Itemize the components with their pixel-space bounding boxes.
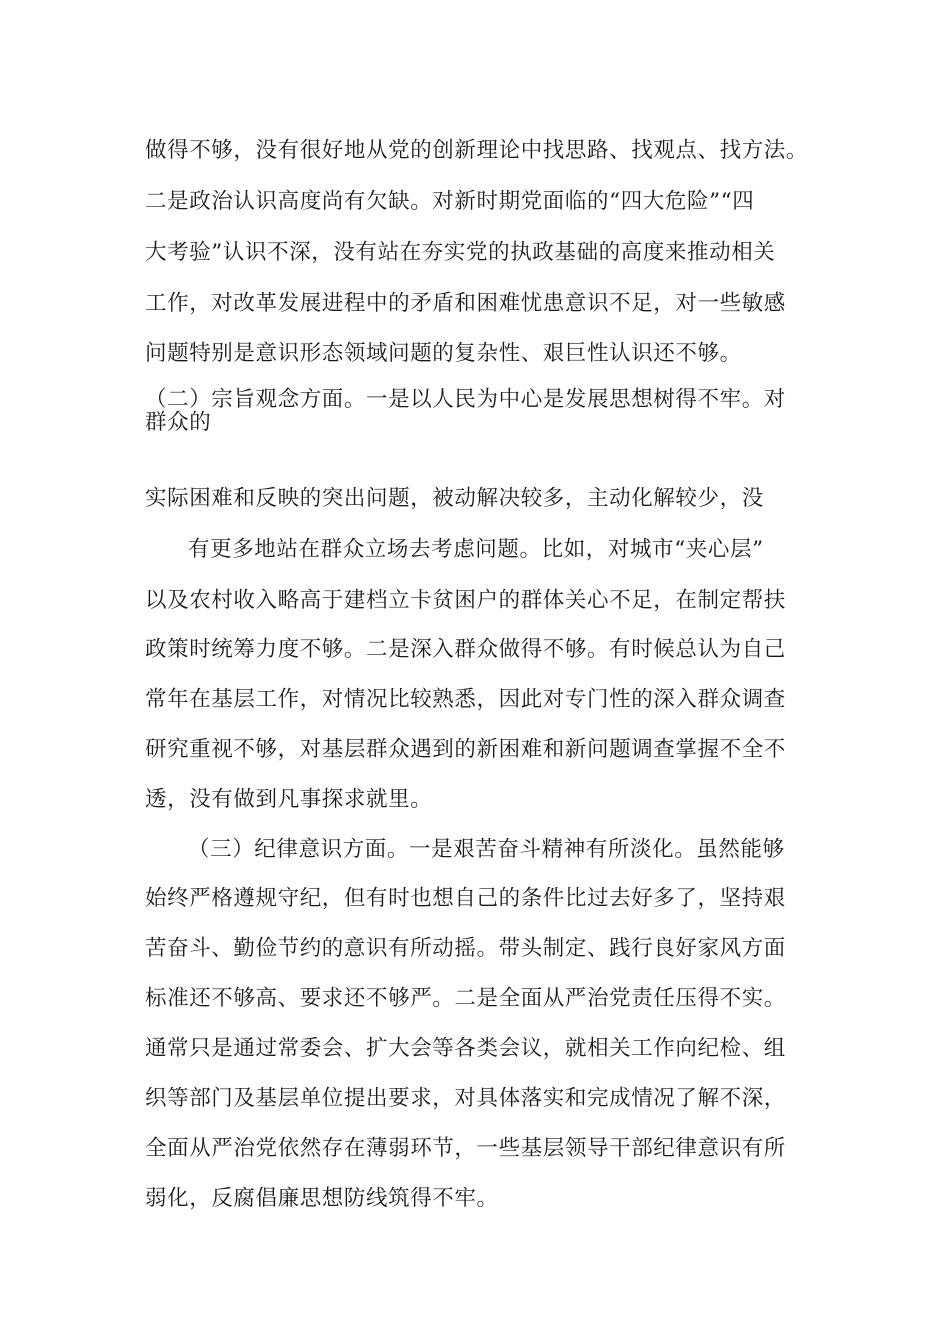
text-line: 弱化，反腐倡廉思想防线筑得不牢。 [145,1186,499,1211]
text-line: 做得不够，没有很好地从党的创新理论中找思路、找观点、找方法。 [145,138,809,163]
text-line: 常年在基层工作，对情况比较熟悉，因此对专门性的深入群众调查 [145,687,786,712]
text-line: 标准还不够高、要求还不够严。二是全面从严治党责任压得不实。 [145,986,786,1011]
text-line: 有更多地站在群众立场去考虑问题。比如，对城市“夹心层” [188,537,764,562]
section-heading-line: （三）纪律意识方面。一是艰苦奋斗精神有所淡化。虽然能够 [188,837,785,862]
text-line: 苦奋斗、勤俭节约的意识有所动摇。带头制定、践行良好家风方面 [145,936,786,961]
text-line: 大考验”认识不深，没有站在夯实党的执政基础的高度来推动相关 [145,240,776,265]
text-line: 始终严格遵规守纪，但有时也想自己的条件比过去好多了，坚持艰 [145,886,786,911]
text-line: 透，没有做到凡事探求就里。 [145,787,433,812]
text-line: 政策时统筹力度不够。二是深入群众做得不够。有时候总认为自己 [145,637,786,662]
section-heading-line: （二）宗旨观念方面。一是以人民为中心是发展思想树得不牢。对 [145,387,786,412]
text-line: 工作，对改革发展进程中的矛盾和困难忧患意识不足，对一些敏感 [145,291,786,316]
text-line: 以及农村收入略高于建档立卡贫困户的群体关心不足，在制定帮扶 [145,588,786,613]
text-line: 问题特别是意识形态领域问题的复杂性、艰巨性认识还不够。 [145,341,742,366]
text-line: 群众的 [145,410,212,435]
text-line: 全面从严治党依然存在薄弱环节，一些基层领导干部纪律意识有所 [145,1136,786,1161]
text-line: 织等部门及基层单位提出要求，对具体落实和完成情况了解不深， [145,1086,786,1111]
text-line: 研究重视不够，对基层群众遇到的新困难和新问题调查掌握不全不 [145,737,786,762]
text-line: 通常只是通过常委会、扩大会等各类会议，就相关工作向纪检、组 [145,1036,786,1061]
text-line: 二是政治认识高度尚有欠缺。对新时期党面临的“四大危险”“四 [145,189,755,214]
text-line: 实际困难和反映的突出问题，被动解决较多，主动化解较少，没 [145,486,764,511]
